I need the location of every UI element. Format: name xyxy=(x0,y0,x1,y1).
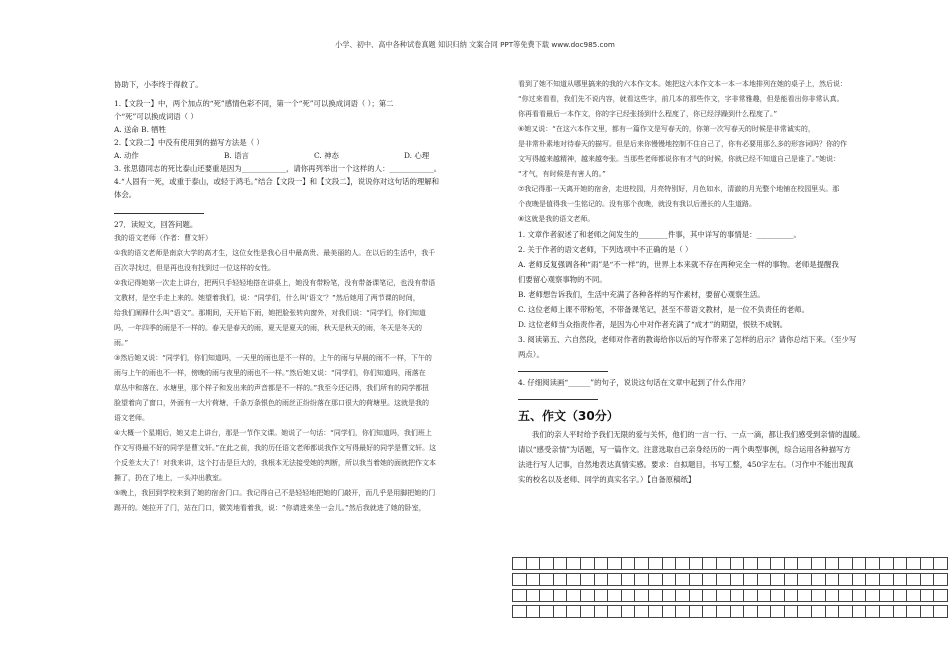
grid-cell[interactable] xyxy=(771,574,785,586)
reading-question-2: 2. 关于作者的语文老师，下列选项中不正确的是（ ） xyxy=(518,245,693,254)
grid-cell[interactable] xyxy=(893,574,907,586)
grid-cell[interactable] xyxy=(893,606,907,618)
grid-cell[interactable] xyxy=(866,574,880,586)
left-column xyxy=(114,80,500,513)
grid-cell[interactable] xyxy=(880,558,894,570)
grid-cell[interactable] xyxy=(907,606,921,618)
grid-cell[interactable] xyxy=(757,606,771,618)
grid-cell[interactable] xyxy=(744,558,758,570)
grid-cell[interactable] xyxy=(540,590,554,602)
reading-question-2-option-a-2: 们要留心观察事物的不同。 xyxy=(518,275,607,284)
section-title-composition: 五、作文（30分） xyxy=(518,409,619,423)
question-4-line-1: 4.“人固有一死，或重于泰山，或轻于鸿毛。”结合【文段一】和【文段二】，说说你对这句话的理解和 xyxy=(114,176,440,186)
paragraph-3: ③然后她又说：“同学们，你们知道吗，一天里的雨也是不一样的，上午的雨与早晨的雨不一样，下午的 雨与上午的雨也不一样，傍晚的雨与夜里的雨也不一样。”然后她又说：“同学们，你们知道吗，雨落在 草丛中和落在、水塘里，那个样子和发出来的声音都是不一样的。”我至今还记得，我们所有的同学都扭 脸望着向了窗口，外面有一大片荷塘，千条万条银色的雨丝正纷纷落在那口很大的荷塘里。这就是我的 语文老师。 xyxy=(114,353,432,422)
question-2: 2.【文段二】中没有使用到的描写方法是（ ） xyxy=(114,137,264,147)
grid-cell[interactable] xyxy=(880,574,894,586)
grid-cell[interactable] xyxy=(866,606,880,618)
grid-cell[interactable] xyxy=(716,590,730,602)
option-a: A. 动作 xyxy=(114,150,139,160)
grid-cell[interactable] xyxy=(648,574,662,586)
grid-cell[interactable] xyxy=(907,574,921,586)
grid-cell[interactable] xyxy=(839,590,853,602)
grid-cell[interactable] xyxy=(621,590,635,602)
question-1-line-2: 个“死”可以换成词语（ ） xyxy=(114,111,198,121)
paragraph-1: ①我的语文老师是南京大学的高才生，这位女性是我心目中最高贵、最美丽的人。在以后的生活中，我千 百次寻找过，但是再也没有找到过一位这样的女性。 xyxy=(114,248,436,272)
grid-cell[interactable] xyxy=(689,590,703,602)
grid-cell[interactable] xyxy=(662,590,676,602)
grid-cell[interactable] xyxy=(798,558,812,570)
grid-cell[interactable] xyxy=(567,558,581,570)
grid-cell[interactable] xyxy=(662,558,676,570)
grid-cell[interactable] xyxy=(513,574,527,586)
reading-question-4: 4. 仔细阅读画“______”的句子，说说这句话在文章中起到了什么作用？ xyxy=(518,378,750,387)
paragraph-6: ⑥她又说：“在这六本作文里，都有一篇作文是写春天的，你第一次写春天的时候是非常诚实的， 是非常朴素地对待春天的描写。但是后来你慢慢地控制不住自己了，你有必要用那么多的形容词吗？你的作 文写得越来越精神，越来越夸张。当那些老师都说你有才气的时候，你就已经不知道自己是谁了。”她说： “才气，有时候是有害人的。” xyxy=(518,125,847,178)
grid-cell[interactable] xyxy=(757,574,771,586)
grid-cell[interactable] xyxy=(608,606,622,618)
answer-line xyxy=(518,399,598,400)
grid-cell[interactable] xyxy=(648,558,662,570)
grid-cell[interactable] xyxy=(513,606,527,618)
grid-cell[interactable] xyxy=(540,558,554,570)
grid-cell[interactable] xyxy=(784,558,798,570)
grid-cell[interactable] xyxy=(744,606,758,618)
grid-cell[interactable] xyxy=(852,558,866,570)
option-c: C. 神态 xyxy=(314,150,339,160)
grid-cell[interactable] xyxy=(852,574,866,586)
grid-cell[interactable] xyxy=(825,574,839,586)
writing-grid[interactable] xyxy=(512,557,948,618)
paragraph-5-continued: 看到了她不知道从哪里搞来的我的六本作文本。她把这六本作文本一本一本地排列在她的桌子上，然后说： “你过来看看，我们先不说内容，就看这些字，前几本的那些作文，字非常雅趣，但是能看出你非常认真。 你再看看最后一本作文，你的字已经张扬到什么程度了，你已经浮躁到什么程度了。” xyxy=(518,80,847,118)
grid-cell[interactable] xyxy=(934,606,948,618)
grid-cell[interactable] xyxy=(744,574,758,586)
grid-cell[interactable] xyxy=(784,590,798,602)
paragraph-7: ⑦我记得那一天离开她的宿舍，走进校园，月亮特别好，月色如水，清澈的月光整个地铺在校园里头。那 个夜晚是值得我一生铭记的。没有那个夜晚，就没有我以后漫长的人生道路。 xyxy=(518,185,840,208)
grid-cell[interactable] xyxy=(920,574,934,586)
grid-cell[interactable] xyxy=(526,558,540,570)
answer-line xyxy=(518,371,608,372)
grid-cell[interactable] xyxy=(621,606,635,618)
paragraph-4: ④大概一个星期后，她又走上讲台，那是一节作文课。她说了一句话：“同学们，你们知道吗，我们班上 作文写得最不好的同学是曹文轩。”在此之前，我的历任语文老师都说我作文写得最好的同学是曹文轩。这 个反差太大了！对我来讲，这个打击是巨大的，我根本无法接受她的判断，所以我当着她的面就把作文本 撕了，扔在了地上，一头冲出教室。 xyxy=(114,428,437,482)
grid-cell[interactable] xyxy=(635,574,649,586)
grid-cell[interactable] xyxy=(580,590,594,602)
grid-cell[interactable] xyxy=(635,558,649,570)
grid-cell[interactable] xyxy=(730,590,744,602)
grid-cell[interactable] xyxy=(648,606,662,618)
intro-line: 协助下，小李终于得救了。 xyxy=(114,80,203,89)
grid-cell[interactable] xyxy=(703,558,717,570)
grid-cell[interactable] xyxy=(635,606,649,618)
grid-cell[interactable] xyxy=(621,558,635,570)
grid-cell[interactable] xyxy=(526,606,540,618)
grid-cell[interactable] xyxy=(567,590,581,602)
grid-cell[interactable] xyxy=(866,590,880,602)
answer-line xyxy=(114,213,204,214)
paragraph-2: ②我记得她第一次走上讲台，把两只手轻轻地搭在讲桌上，她没有带粉笔，没有带备课笔记，也没有带语 文教材，是空手走上来的。她望着我们，说：“同学们，什么叫‘语文’？”然后她用了两节课的时间， 给我们阐释什么叫“语文”。那期间，天开始下雨，她把脸张转向窗外，对我们说：“同学们，你们知道 吗，一年四季的雨是不一样的。春天是春天的雨，夏天是夏天的雨，秋天是秋天的雨，冬天是冬天的 雨。” xyxy=(114,278,436,347)
grid-cell[interactable] xyxy=(608,558,622,570)
grid-cell[interactable] xyxy=(553,574,567,586)
grid-cell[interactable] xyxy=(784,574,798,586)
grid-cell[interactable] xyxy=(880,606,894,618)
reading-question-2-option-c: C. 这位老师上课不带粉笔，不带备课笔记，甚至不带语文教材，是一位不负责任的老师。 xyxy=(518,305,809,314)
grid-cell[interactable] xyxy=(920,558,934,570)
grid-cell[interactable] xyxy=(716,606,730,618)
grid-cell[interactable] xyxy=(920,590,934,602)
grid-cell[interactable] xyxy=(540,606,554,618)
paragraph-5: ⑤晚上，我回到学校来到了她的宿舍门口。我记得自己不是轻轻地把她的门敲开，而几乎是用脚把她的门 踢开的。她拉开了门，站在门口，微笑地看着我，说：“你请进来坐一会儿。”然后我就进了她的卧室， xyxy=(114,488,436,512)
grid-cell[interactable] xyxy=(580,606,594,618)
grid-cell[interactable] xyxy=(934,574,948,586)
grid-cell[interactable] xyxy=(934,590,948,602)
grid-cell[interactable] xyxy=(676,574,690,586)
grid-cell[interactable] xyxy=(825,606,839,618)
article-title: 我的语文老师（作者：曹文轩） xyxy=(114,233,212,242)
grid-cell[interactable] xyxy=(798,574,812,586)
grid-cell[interactable] xyxy=(594,606,608,618)
grid-cell[interactable] xyxy=(866,558,880,570)
reading-question-2-option-a-1: A. 老师反复强调各种“雨”是“不一样”的，世界上本来就不存在两种完全一样的事物。老师是提醒我 xyxy=(518,260,839,269)
grid-cell[interactable] xyxy=(852,606,866,618)
grid-cell[interactable] xyxy=(812,590,826,602)
grid-cell[interactable] xyxy=(730,558,744,570)
grid-cell[interactable] xyxy=(689,574,703,586)
page-header: 小学、初中、高中各种试卷真题 知识归纳 文案合同 PPT等免费下载 www.doc985.com xyxy=(335,40,615,49)
grid-cell[interactable] xyxy=(825,558,839,570)
grid-cell[interactable] xyxy=(852,590,866,602)
question-4-line-2: 体会。 xyxy=(114,189,137,199)
grid-cell[interactable] xyxy=(757,590,771,602)
grid-cell[interactable] xyxy=(689,558,703,570)
grid-cell[interactable] xyxy=(839,574,853,586)
grid-cell[interactable] xyxy=(580,558,594,570)
grid-cell[interactable] xyxy=(907,558,921,570)
grid-cell[interactable] xyxy=(730,574,744,586)
grid-cell[interactable] xyxy=(798,606,812,618)
grid-cell[interactable] xyxy=(744,590,758,602)
grid-cell[interactable] xyxy=(784,606,798,618)
grid-cell[interactable] xyxy=(703,606,717,618)
grid-cell[interactable] xyxy=(730,606,744,618)
grid-cell[interactable] xyxy=(662,574,676,586)
question-1-line-1: 1.【文段一】中，两个加点的“死”感情色彩不同，第一个“死”可以换成词语（ ）；第二 xyxy=(114,98,394,108)
question-2-options xyxy=(114,151,500,160)
right-column xyxy=(518,80,922,484)
grid-cell[interactable] xyxy=(934,558,948,570)
grid-cell[interactable] xyxy=(608,574,622,586)
grid-cell[interactable] xyxy=(513,558,527,570)
grid-cell[interactable] xyxy=(608,590,622,602)
grid-cell[interactable] xyxy=(553,590,567,602)
grid-cell[interactable] xyxy=(594,558,608,570)
grid-cell[interactable] xyxy=(812,606,826,618)
option-d: D. 心理 xyxy=(404,150,430,160)
grid-cell[interactable] xyxy=(513,590,527,602)
grid-cell[interactable] xyxy=(703,590,717,602)
grid-cell[interactable] xyxy=(907,590,921,602)
grid-cell[interactable] xyxy=(676,590,690,602)
grid-cell[interactable] xyxy=(893,558,907,570)
grid-cell[interactable] xyxy=(540,574,554,586)
grid-cell[interactable] xyxy=(771,590,785,602)
grid-cell[interactable] xyxy=(757,558,771,570)
grid-cell[interactable] xyxy=(812,574,826,586)
grid-cell[interactable] xyxy=(662,606,676,618)
grid-cell[interactable] xyxy=(676,606,690,618)
paragraph-8: ⑧这就是我的语文老师。 xyxy=(518,215,595,223)
grid-cell[interactable] xyxy=(825,590,839,602)
option-b: B. 语言 xyxy=(224,150,249,160)
grid-cell[interactable] xyxy=(567,606,581,618)
reading-question-2-option-b: B. 老师想告诉我们，生活中充满了各种各样的写作素材，要留心观察生活。 xyxy=(518,290,765,299)
grid-cell[interactable] xyxy=(553,558,567,570)
grid-cell[interactable] xyxy=(716,574,730,586)
grid-cell[interactable] xyxy=(594,574,608,586)
grid-cell[interactable] xyxy=(648,590,662,602)
grid-cell[interactable] xyxy=(635,590,649,602)
grid-cell[interactable] xyxy=(920,606,934,618)
grid-cell[interactable] xyxy=(580,574,594,586)
grid-cell[interactable] xyxy=(676,558,690,570)
grid-cell[interactable] xyxy=(689,606,703,618)
grid-row xyxy=(513,558,948,570)
question-1-options: A. 送命 B. 牺牲 xyxy=(114,124,167,134)
grid-cell[interactable] xyxy=(567,574,581,586)
grid-cell[interactable] xyxy=(553,606,567,618)
question-27: 27．读短文，回答问题。 xyxy=(114,219,198,229)
grid-cell[interactable] xyxy=(798,590,812,602)
question-3: 3. 张思德同志的死比泰山还要重是因为____________，请你再列举出一个这样的人：____________。 xyxy=(114,163,442,173)
grid-row xyxy=(513,606,948,618)
grid-cell[interactable] xyxy=(526,590,540,602)
grid-cell[interactable] xyxy=(771,606,785,618)
reading-question-2-option-d: D. 这位老师当众指责作者，是因为心中对作者充满了“成才”的期望，恨铁不成钢。 xyxy=(518,320,788,329)
grid-cell[interactable] xyxy=(526,574,540,586)
grid-cell[interactable] xyxy=(880,590,894,602)
grid-cell[interactable] xyxy=(716,558,730,570)
grid-cell[interactable] xyxy=(812,558,826,570)
reading-question-3-line-2: 两点）。 xyxy=(518,350,544,359)
grid-cell[interactable] xyxy=(771,558,785,570)
grid-cell[interactable] xyxy=(703,574,717,586)
grid-cell[interactable] xyxy=(594,590,608,602)
grid-cell[interactable] xyxy=(893,590,907,602)
reading-question-3-line-1: 3. 阅读第五、六自然段，老师对作者的教诲给你以后的写作带来了怎样的启示？请你总结下来。（至少写 xyxy=(518,335,857,344)
grid-row xyxy=(513,590,948,602)
grid-row xyxy=(513,574,948,586)
composition-prompt: 我们的亲人平时给予我们无限的爱与关怀，他们的一言一行、一点一滴，都让我们感受到亲情的温暖。 请以“感受亲情”为话题，写一篇作文。注意选取自己亲身经历的一两个典型事例，综合运用各种描写方 法进行写人记事，自然地表达真情实感。要求：自拟题目，书写工整，450字左右。（习作中不能出现真 实的校名以及老师、同学的真实名字。）【自备原稿纸】 xyxy=(518,430,865,484)
grid-cell[interactable] xyxy=(839,606,853,618)
grid-cell[interactable] xyxy=(621,574,635,586)
grid-cell[interactable] xyxy=(839,558,853,570)
reading-question-1: 1. 文章作者叙述了和老师之间发生的________件事，其中详写的事情是：__________。 xyxy=(518,230,801,239)
